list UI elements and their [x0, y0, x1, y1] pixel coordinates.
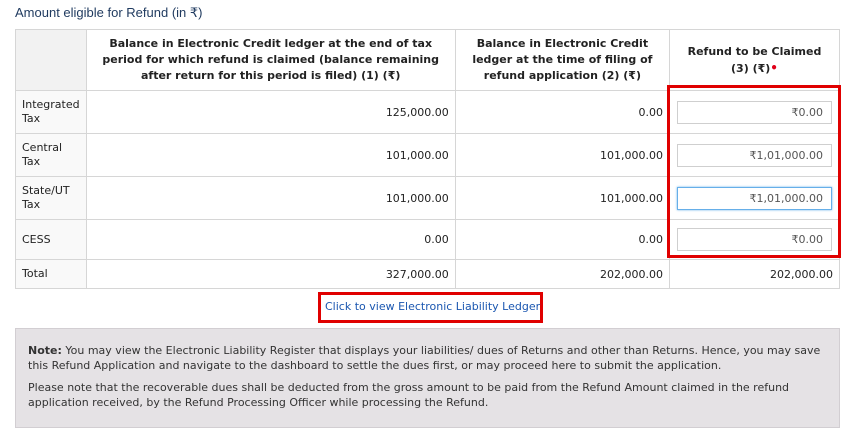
claim-input-state-ut[interactable]: [677, 187, 832, 210]
note-label: Note:: [28, 344, 62, 357]
claim-cell: [669, 134, 839, 177]
total-row: [16, 260, 840, 289]
col2-value: 0.00: [455, 91, 669, 134]
table-row: [16, 134, 840, 177]
note-box: [15, 328, 840, 428]
claim-cell: [669, 220, 839, 260]
claim-cell: [669, 91, 839, 134]
table-row: [16, 177, 840, 220]
col2-value: 101,000.00: [455, 177, 669, 220]
col1-value: 101,000.00: [86, 177, 455, 220]
header-col2: Balance in Electronic Credit ledger at the time of filing of refund application (2) (₹): [455, 30, 669, 91]
refund-table: [15, 29, 840, 289]
row-label: State/UT Tax: [16, 177, 87, 220]
claim-input-cess[interactable]: [677, 228, 832, 251]
note-paragraph-2: Please note that the recoverable dues shall be deducted from the gross amount to be paid from the Refund Amount claimed in the refund application received, by the Refund Processing Officer while processing the Refund.: [28, 381, 790, 409]
total-claim: 202,000.00: [669, 260, 839, 289]
col2-value: 101,000.00: [455, 134, 669, 177]
claim-cell: [669, 177, 839, 220]
table-row: [16, 91, 840, 134]
required-marker: •: [770, 60, 778, 75]
claim-input-central[interactable]: [677, 144, 832, 167]
claim-input-integrated[interactable]: [677, 101, 832, 124]
section-title: Amount eligible for Refund (in ₹): [15, 5, 203, 20]
row-label: Integrated Tax: [16, 91, 87, 134]
note-paragraph-1: [28, 343, 827, 373]
total-col2: 202,000.00: [455, 260, 669, 289]
header-col3: [669, 30, 839, 91]
total-col1: 327,000.00: [86, 260, 455, 289]
row-label: CESS: [16, 220, 87, 260]
col2-value: 0.00: [455, 220, 669, 260]
note-text-1: You may view the Electronic Liability Register that displays your liabilities/ dues of Returns and other than Returns. Hence, you may save this Refund Application and navigate to the dashboard to settle the dues first, or may proceed here to submit the application.: [28, 344, 821, 372]
table-header-row: [16, 30, 840, 91]
col1-value: 0.00: [86, 220, 455, 260]
col1-value: 101,000.00: [86, 134, 455, 177]
header-corner: [16, 30, 87, 91]
total-label: Total: [16, 260, 87, 289]
header-col3-text: Refund to be Claimed (3) (₹): [687, 44, 822, 75]
table-row: [16, 220, 840, 260]
row-label: Central Tax: [16, 134, 87, 177]
view-liability-ledger-link[interactable]: Click to view Electronic Liability Ledger: [325, 300, 541, 313]
header-col1: Balance in Electronic Credit ledger at the end of tax period for which refund is claimed (balance remaining after return for this period is filed) (1) (₹): [86, 30, 455, 91]
col1-value: 125,000.00: [86, 91, 455, 134]
